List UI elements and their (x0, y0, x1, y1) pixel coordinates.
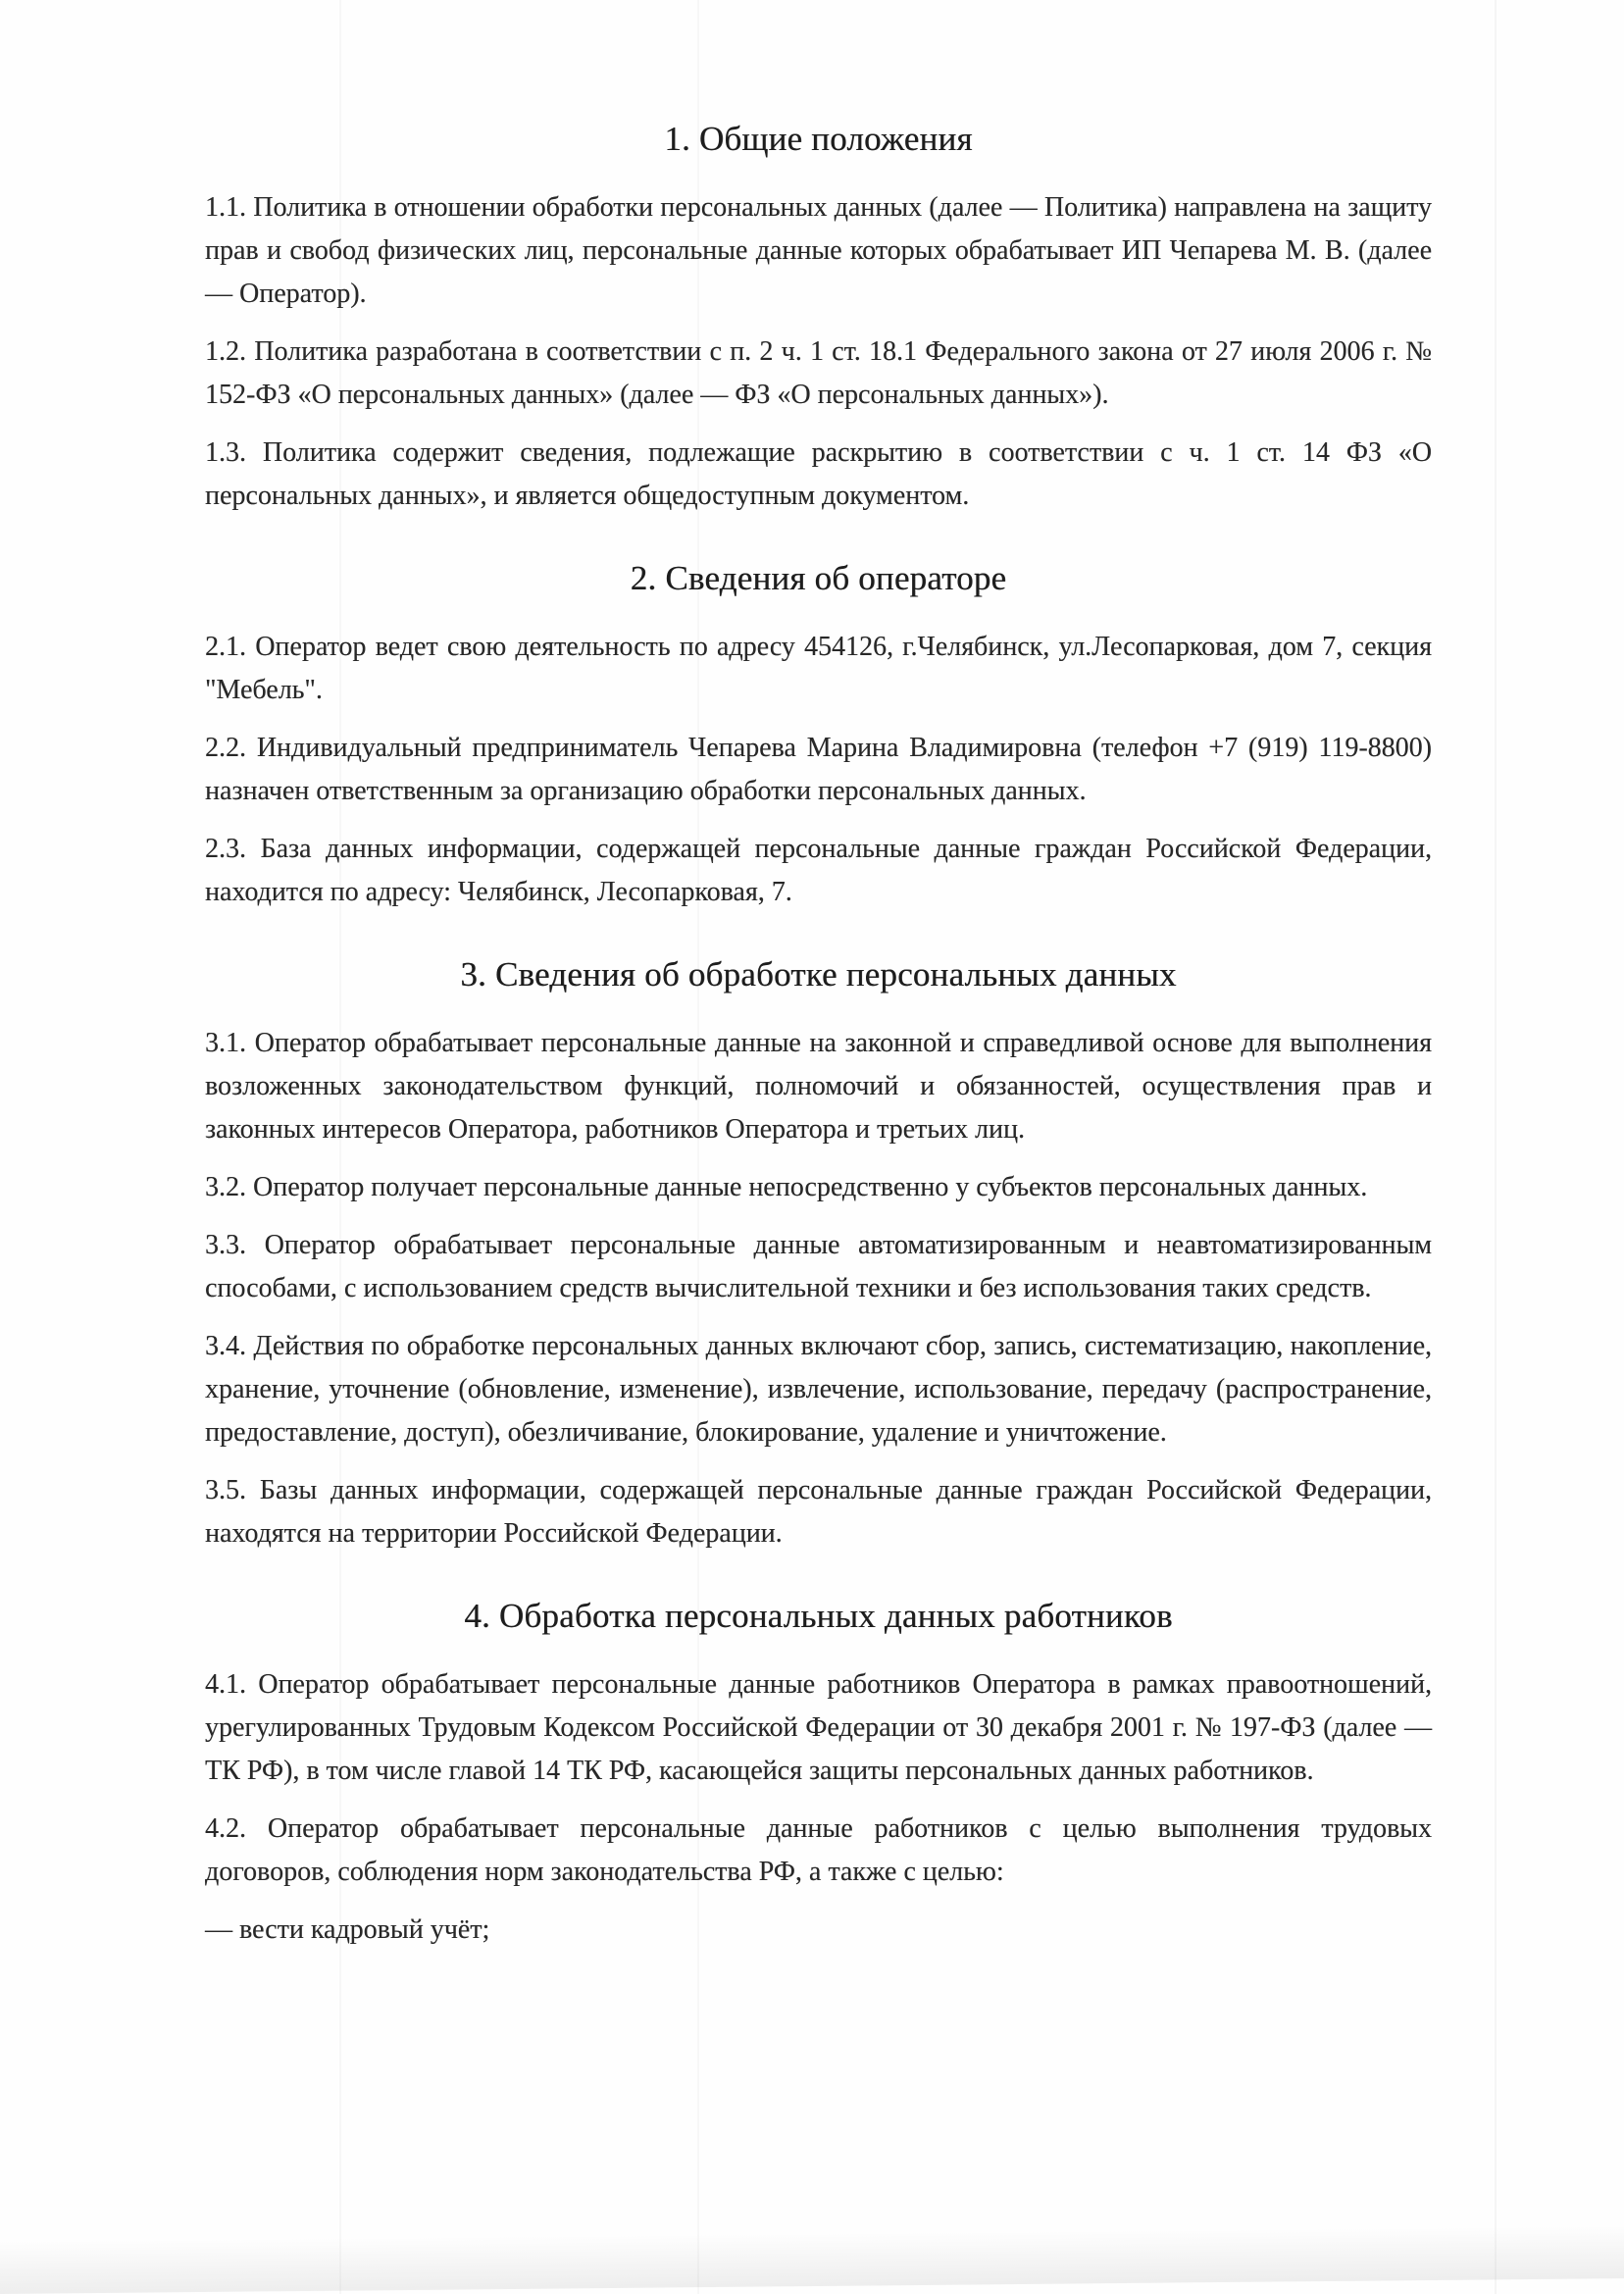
section-employee-data (205, 1595, 1432, 1952)
paragraph: 3.2. Оператор получает персональные данные непосредственно у субъектов персональных данных. (205, 1172, 1368, 1202)
document-body (205, 0, 1432, 1966)
paragraph: 1.2. Политика разработана в соответствии с п. 2 ч. 1 ст. 18.1 Федерального закона от 27 июля 2006 г. № 152-ФЗ «О персональных данных» (далее — ФЗ «О персональных данных»). (205, 336, 1432, 410)
paragraph: 3.4. Действия по обработке персональных данных включают сбор, запись, систематизацию, накопление, хранение, уточнение (обновление, изменение), извлечение, использование, передачу (распространение, предоставление, доступ), обезличивание, блокирование, удаление и уничтожение. (205, 1331, 1432, 1448)
paragraph: 1.1. Политика в отношении обработки персональных данных (далее — Политика) направлена на защиту прав и свобод физических лиц, персональные данные которых обрабатывает ИП Чепарева М. В. (далее — Оператор). (205, 192, 1432, 309)
section-general-provisions (205, 118, 1432, 518)
paragraph: 2.3. База данных информации, содержащей персональные данные граждан Российской Федерации, находится по адресу: Челябинск, Лесопарковая, 7. (205, 834, 1432, 907)
paragraph: 4.2. Оператор обрабатывает персональные данные работников с целью выполнения трудовых договоров, соблюдения норм законодательства РФ, а также с целью: (205, 1813, 1432, 1887)
section-heading: 2. Сведения об операторе (630, 559, 1007, 597)
section-heading: 3. Сведения об обработке персональных данных (460, 955, 1177, 994)
paragraph: 1.3. Политика содержит сведения, подлежащие раскрытию в соответствии с ч. 1 ст. 14 ФЗ «О персональных данных», и является общедоступным документом. (205, 437, 1432, 511)
section-operator-info (205, 557, 1432, 914)
section-heading: 4. Обработка персональных данных работников (464, 1597, 1173, 1635)
paragraph: 3.5. Базы данных информации, содержащей персональные данные граждан Российской Федерации, находятся на территории Российской Федерации. (205, 1475, 1432, 1549)
paragraph: 2.2. Индивидуальный предприниматель Чепарева Марина Владимировна (телефон +7 (919) 119-8800) назначен ответственным за организацию обработки персональных данных. (205, 733, 1432, 806)
list-item: — вести кадровый учёт; (205, 1914, 490, 1945)
paragraph: 2.1. Оператор ведет свою деятельность по адресу 454126, г.Челябинск, ул.Лесопарковая, дом 7, секция "Мебель". (205, 632, 1432, 705)
section-heading: 1. Общие положения (664, 120, 973, 158)
section-processing-info (205, 953, 1432, 1555)
scan-shadow (0, 2225, 1624, 2294)
paragraph: 3.3. Оператор обрабатывает персональные данные автоматизированным и неавтоматизированным способами, с использованием средств вычислительной техники и без использования таких средств. (205, 1230, 1432, 1303)
scan-artifact-line (1495, 0, 1497, 2294)
paragraph: 3.1. Оператор обрабатывает персональные данные на законной и справедливой основе для выполнения возложенных законодательством функций, полномочий и обязанностей, осуществления прав и законных интересов Оператора, работников Оператора и третьих лиц. (205, 1028, 1432, 1145)
paragraph: 4.1. Оператор обрабатывает персональные данные работников Оператора в рамках правоотношений, урегулированных Трудовым Кодексом Российской Федерации от 30 декабря 2001 г. № 197-ФЗ (далее — ТК РФ), в том числе главой 14 ТК РФ, касающейся защиты персональных данных работников. (205, 1669, 1432, 1786)
